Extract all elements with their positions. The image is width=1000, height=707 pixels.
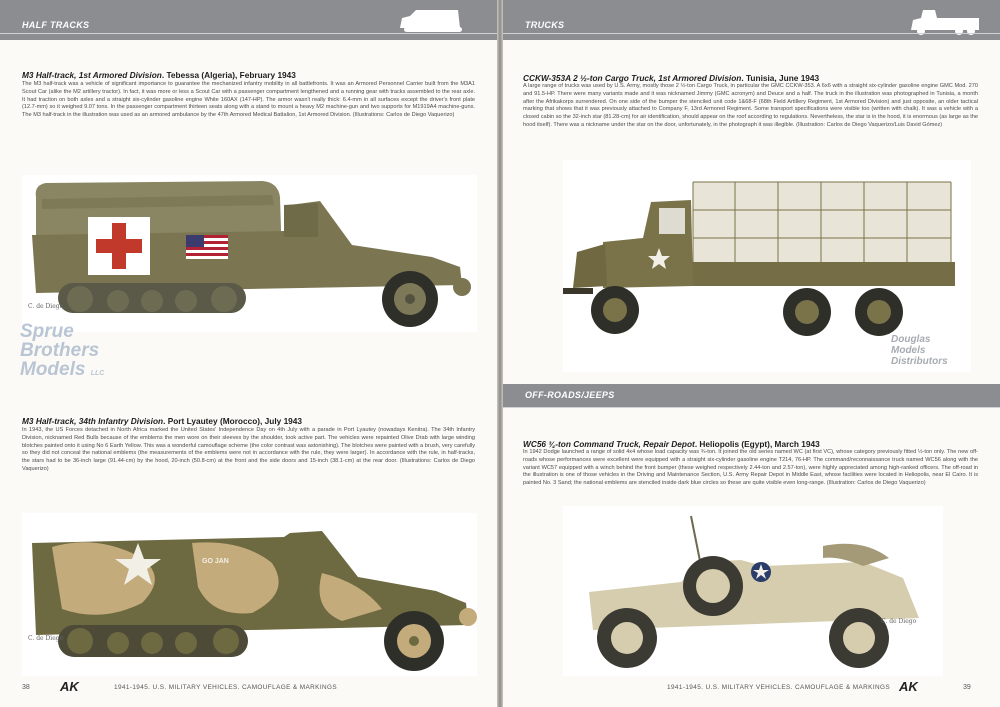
m3-ambulance-drawing [22, 175, 477, 332]
article-body: In 1942 Dodge launched a range of solid 4x4 whose load capacity was ¾-ton. It joined the old series named WC (at first VC), whose category previously fitted ½-ton only. The new off-roads whose performances were excellent were equipped with a straight six-cylinder gasoline engine T214, 76-HP. The command/reconnaissance truck named WC56 along with the variant WC57 equipped with a winch behind the front bumper (these weighed respectively 2.44-ton and 2.57-ton), were highly appreciated among high-ranked officers. The off-road in the illustration is one of those vehicles in the Driving and Maintenance Section, U.S. Army Repair Depot in Middle East, whose facilities were located in Heliopolis, near El Cairo. It is painted No. 3 Sand; the national emblems are stenciled inside dark blue circles so these are quite visible even long-range. (Illustration: Carlos de Diego Vaquerizo) [523, 449, 978, 487]
m3-camouflage-illustration [22, 513, 477, 676]
half-track-silhouette-icon [396, 6, 470, 36]
illustrator-credit: C. de Diego [28, 635, 64, 642]
article-body: A large range of trucks was used by U.S. Army, mostly those 2 ½-ton Cargo Truck, in particular the GMC CCKW-353. A 6x6 with a straight six-cylinder gasoline engine GMC Mod. 270 and 91.5-HP. There were many variants made and it was nicknamed Jimmy (GMC acronym) and Deuce and a half. The truck in the illustration was photographed in Tunisia, a month after the Afrikakorps surrendered. On one side of the bumper the stenciled unit code 1&68-F (68th Field Artillery Regiment, 1st Armored Division) and just opposite, an older tactical marking that shows that it was previously attached to Company F, 13rd Armored Regiment. Some transport specifications were visible too (written with chalk). It was a vehicle with a closed cabin so the 32-inch star (81.28-cm) for air identification, should appear on the roof according to regulations. Nevertheless, the star is in the hood, it is enormous (as large as the hood itself). There was a nickname under the star on the door, unfortunately, in the photograph it was illegible. (Illustration: Carlos de Diego Vaquerizo/Luis David Gómez) [523, 83, 978, 128]
vehicle-marking-text: GO JAN [202, 558, 229, 565]
section-bar-trucks [503, 0, 1000, 40]
page-number: 38 [22, 684, 30, 691]
section-bar-off-roads [503, 384, 1000, 408]
left-page [0, 0, 497, 707]
section-title: HALF TRACKS [22, 20, 90, 30]
article-title: WC56 ¾-ton Command Truck, Repair Depot. Heliopolis (Egypt), March 1943 [523, 439, 820, 449]
wc56-command-truck-drawing [563, 506, 943, 676]
article-title: M3 Half-track, 1st Armored Division. Tebessa (Algeria), February 1943 [22, 70, 296, 80]
illustrator-credit: C. de Diego [881, 618, 917, 625]
section-rule [503, 407, 1000, 408]
article-title: M3 Half-track, 34th Infantry Division. Port Lyautey (Morocco), July 1943 [22, 416, 303, 426]
section-rule [0, 33, 497, 34]
m3-ambulance-illustration [22, 175, 477, 332]
section-rule [503, 33, 1000, 34]
ak-logo: AK [899, 679, 918, 694]
section-title: OFF-ROADS/JEEPS [525, 390, 615, 400]
footer-title: 1941-1945. U.S. MILITARY VEHICLES. CAMOUFLAGE & MARKINGS [667, 684, 891, 691]
article-body: In 1943, the US Forces detached in North Africa marked the United States' Independence Day on 4th July with a parade in Port Lyautey (nowadays Kenitra). The 34th Infantry Division, nicknamed Red Bulls because of the emblems the men wore on their sleeves by the shoulder, took active part. The vehicles were repainted Olive Drab with large winding blotches painted onto it using No 6 Earth Yellow. This was a wonderful camouflage scheme (the color contrast was astonishing). The blotches were painted with a brush, very carefully so they did not conceal the national emblems (the measurements of the emblems were not in accordance with the rule, they were larger). In accordance with the rule, in half-tracks, the stars had to be 36-inch large (91.44-cm) by the hood, 20-inch (50.8-cm) at the front and the side doors and 15-inch (38.1-cm) at the rear door. (Illustrations: Carlos de Diego Vaquerizo) [22, 427, 475, 472]
m3-camouflage-drawing [22, 513, 477, 676]
section-title: TRUCKS [525, 20, 565, 30]
illustrator-credit: C. de Diego [28, 303, 64, 310]
article-title: CCKW-353A 2 ½-ton Cargo Truck, 1st Armored Division. Tunisia, June 1943 [523, 73, 820, 83]
footer-title: 1941-1945. U.S. MILITARY VEHICLES. CAMOUFLAGE & MARKINGS [114, 684, 338, 691]
douglas-models-watermark: Douglas Models Distributors [891, 334, 948, 367]
section-bar-half-tracks [0, 0, 497, 40]
right-page [503, 0, 1000, 707]
sprue-brothers-watermark: Sprue Brothers Models LLC [20, 321, 105, 380]
article-body: The M3 half-track was a vehicle of significant importance to guarantee the mechanized infantry mobility in all battlefronts. It was an Armored Personnel Carrier built from the M3A1 Scout Car (alike the M2 artillery tractor). In fact, it was more or less a Scout Car with a passenger compartment lengthened and a running gear with tracks assembled to the rear axle. It had traction on both axles and a straight six-cylinder gasoline engine White 160AX (147-HP). The armor wasn't really thick: 6.4-mm in all surfaces except the driver's front plate (12.7-mm) so it weighed 9.07 tons. In the passenger compartment thirteen seats along with a stand to mount a heavy M2 machine-gun and two supports for M1919A4 machine-guns. The M3 half-track in the illustration was used as an armored ambulance by the 47th Armored Medical Battalion, 1st Armored Division. (Illustrations: Carlos de Diego Vaquerizo) [22, 81, 475, 119]
page-number: 39 [963, 684, 971, 691]
ak-logo: AK [60, 679, 79, 694]
wc56-command-truck-illustration [563, 506, 943, 676]
